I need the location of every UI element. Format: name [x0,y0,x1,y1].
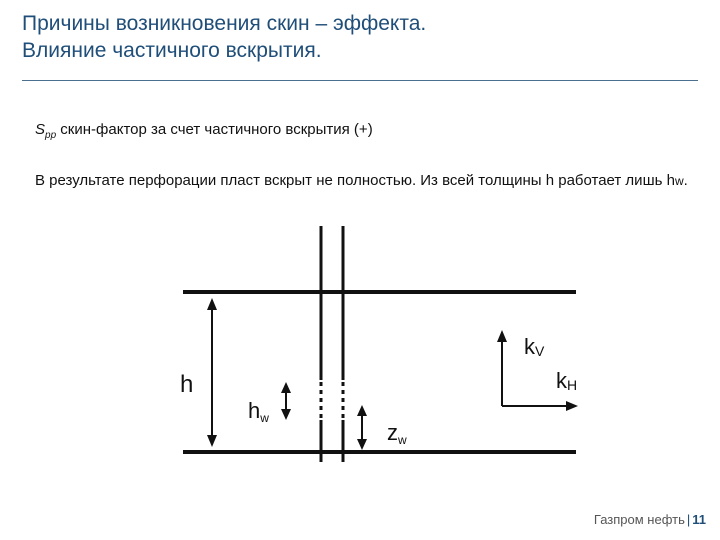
hw-arrow [281,382,291,420]
company-name: Газпром нефть [593,512,685,527]
title-line-1: Причины возникновения скин – эффекта. [22,12,427,35]
label-zw: zw [387,420,407,447]
zw-arrow [357,405,367,450]
slide-footer [594,512,706,527]
wellbore [321,226,343,462]
h-arrow [207,298,217,447]
spp-symbol: $S_{pp}$ [35,121,57,141]
page-number: 11 [692,512,706,527]
perforation-paragraph: В результате перфорации пласт вскрыт не полностью. Из всей толщины h работает лишь hw. [35,172,688,189]
label-h: h [180,371,194,398]
title-line-2: Влияние частичного вскрытия. [22,39,322,62]
footer-separator: | [686,512,691,527]
spp-text: скин-фактор за счет частичного вскрытия (+) [56,121,373,138]
label-hw: hw [248,398,269,425]
label-kv: kV [524,334,545,359]
label-kh: kH [556,368,578,393]
